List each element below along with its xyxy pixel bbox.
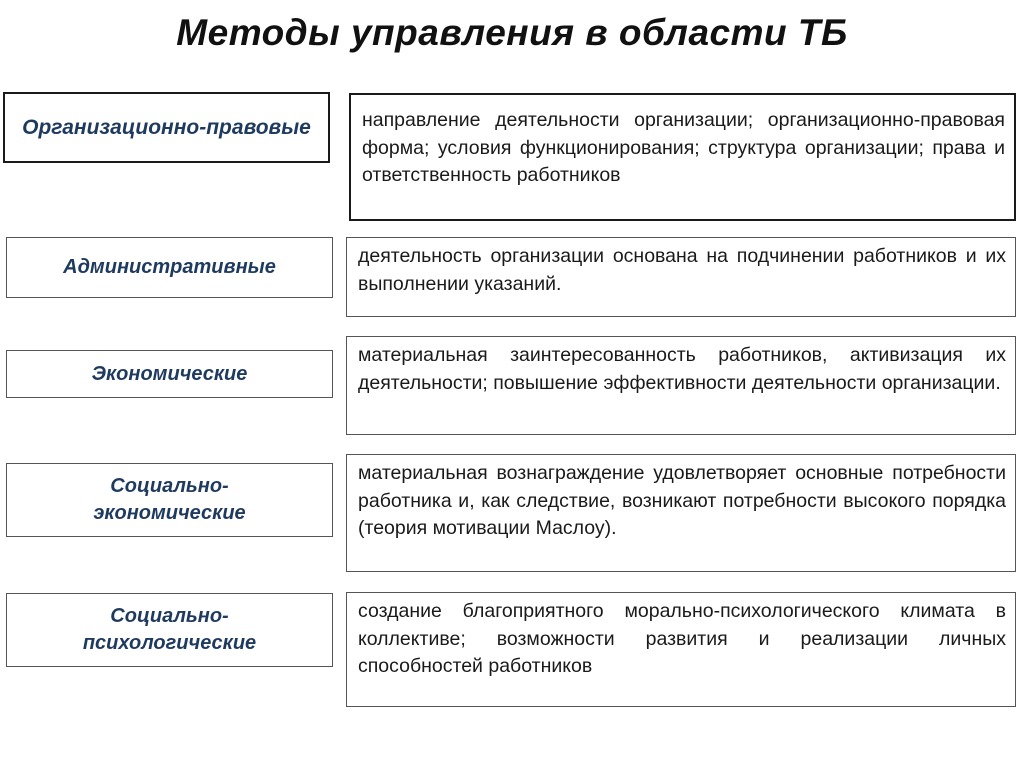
- method-description-socio-economic: [346, 454, 1016, 572]
- method-description-text: создание благоприятного морально-психологического климата в коллективе; возможности развития и реализации личных способностей работников: [358, 600, 1006, 677]
- method-label-text: Экономические: [91, 362, 248, 385]
- method-description-organizational-legal: [349, 93, 1016, 221]
- method-label-economic: [6, 350, 333, 398]
- method-label-socio-psychological: [6, 593, 333, 667]
- method-label-text: Организационно-правовые: [22, 116, 311, 139]
- method-description-text: материальная вознаграждение удовлетворяет основные потребности работника и, как следствие, возникают потребности высокого порядка (теория мотивации Маслоу).: [358, 462, 1006, 539]
- method-label-administrative: [6, 237, 333, 298]
- method-description-administrative: [346, 237, 1016, 317]
- method-description-economic: [346, 336, 1016, 435]
- method-description-text: направление деятельности организации; организационно-правовая форма; условия функционирования; структура организации; права и ответственность работников: [362, 109, 1005, 186]
- method-description-text: деятельность организации основана на подчинении работников и их выполнении указаний.: [358, 245, 1006, 295]
- method-label-text: Административные: [63, 256, 276, 278]
- method-description-text: материальная заинтересованность работников, активизация их деятельности; повышение эффективности деятельности организации.: [358, 344, 1006, 394]
- method-label-organizational-legal: [3, 92, 330, 163]
- method-label-text: Социально-экономические: [93, 475, 246, 524]
- method-label-socio-economic: [6, 463, 333, 537]
- slide-title: Методы управления в области ТБ: [176, 12, 848, 53]
- method-label-text: Социально-психологические: [82, 605, 257, 654]
- method-description-socio-psychological: [346, 592, 1016, 707]
